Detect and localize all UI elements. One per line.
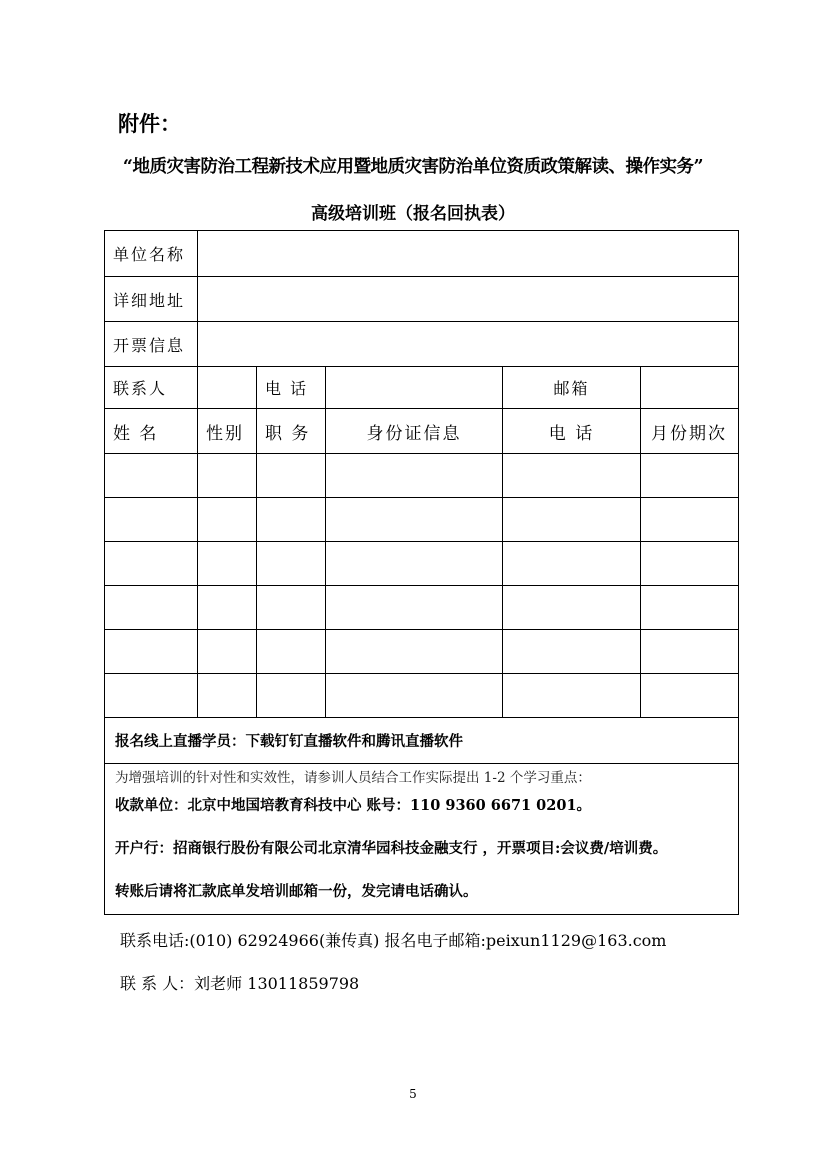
cell[interactable] — [641, 630, 739, 674]
table-row — [105, 586, 739, 630]
cell[interactable] — [257, 498, 326, 542]
email-field[interactable] — [641, 367, 739, 409]
cell[interactable] — [257, 454, 326, 498]
cell[interactable] — [257, 630, 326, 674]
payee-info: 收款单位：北京中地国培教育科技中心 账号：110 9360 6671 0201。 — [115, 797, 592, 814]
cell[interactable] — [326, 630, 503, 674]
cell[interactable] — [641, 674, 739, 718]
cell[interactable] — [503, 630, 641, 674]
invoice-label: 开票信息 — [105, 322, 198, 367]
cell[interactable] — [326, 498, 503, 542]
cell[interactable] — [326, 674, 503, 718]
table-row — [105, 630, 739, 674]
table-row — [105, 454, 739, 498]
cell[interactable] — [326, 542, 503, 586]
cell[interactable] — [326, 454, 503, 498]
cell[interactable] — [105, 586, 198, 630]
live-stream-note: 报名线上直播学员：下载钉钉直播软件和腾讯直播软件 — [105, 718, 739, 764]
cell[interactable] — [198, 498, 257, 542]
cell[interactable] — [641, 498, 739, 542]
bank-info: 开户行：招商银行股份有限公司北京清华园科技金融支行 ，开票项目:会议费/培训费。 — [115, 840, 668, 857]
cell[interactable] — [326, 586, 503, 630]
cell[interactable] — [257, 542, 326, 586]
column-header-row — [105, 409, 739, 454]
cell[interactable] — [503, 454, 641, 498]
cell[interactable] — [257, 586, 326, 630]
contact-label: 联系人 — [105, 367, 198, 409]
cell[interactable] — [198, 630, 257, 674]
address-field[interactable] — [198, 277, 739, 322]
phone-field[interactable] — [326, 367, 503, 409]
cell[interactable] — [641, 454, 739, 498]
transfer-note: 转账后请将汇款底单发培训邮箱一份，发完请电话确认。 — [115, 883, 478, 900]
table-row — [105, 542, 739, 586]
email-label: 邮箱 — [503, 367, 641, 409]
form-title-line2: 高级培训班（报名回执表） — [311, 204, 515, 224]
cell[interactable] — [105, 630, 198, 674]
form-title-line1: “地质灾害防治工程新技术应用暨地质灾害防治单位资质政策解读、操作实务” — [122, 157, 704, 177]
cell[interactable] — [503, 586, 641, 630]
cell[interactable] — [503, 498, 641, 542]
invoice-field[interactable] — [198, 322, 739, 367]
attachment-label: 附件： — [118, 111, 181, 136]
phone-label: 电 话 — [257, 367, 326, 409]
cell[interactable] — [503, 674, 641, 718]
address-label: 详细地址 — [105, 277, 198, 322]
cell[interactable] — [257, 674, 326, 718]
contact-phone-line: 联系电话:(010) 62924966(兼传真) 报名电子邮箱:peixun1129@163.com — [120, 931, 667, 950]
cell[interactable] — [105, 542, 198, 586]
notes-block — [105, 764, 739, 915]
cell[interactable] — [198, 454, 257, 498]
cell[interactable] — [641, 586, 739, 630]
table-row — [105, 498, 739, 542]
col-phone: 电 话 — [503, 409, 641, 454]
cell[interactable] — [503, 542, 641, 586]
cell[interactable] — [198, 586, 257, 630]
page-number: 5 — [409, 1087, 417, 1101]
contact-person-line: 联 系 人：刘老师 13011859798 — [120, 974, 360, 993]
cell[interactable] — [198, 542, 257, 586]
col-month-session: 月份期次 — [641, 409, 739, 454]
col-name: 姓 名 — [105, 409, 198, 454]
col-position: 职 务 — [257, 409, 326, 454]
contact-field[interactable] — [198, 367, 257, 409]
cell[interactable] — [641, 542, 739, 586]
table-row — [105, 674, 739, 718]
cell[interactable] — [105, 498, 198, 542]
registration-form-table — [104, 230, 739, 915]
study-focus-note: 为增强培训的针对性和实效性，请参训人员结合工作实际提出 1-2 个学习重点： — [115, 770, 591, 786]
unit-name-label: 单位名称 — [105, 231, 198, 277]
col-gender: 性别 — [198, 409, 257, 454]
cell[interactable] — [198, 674, 257, 718]
unit-name-field[interactable] — [198, 231, 739, 277]
cell[interactable] — [105, 674, 198, 718]
cell[interactable] — [105, 454, 198, 498]
col-id-info: 身份证信息 — [326, 409, 503, 454]
